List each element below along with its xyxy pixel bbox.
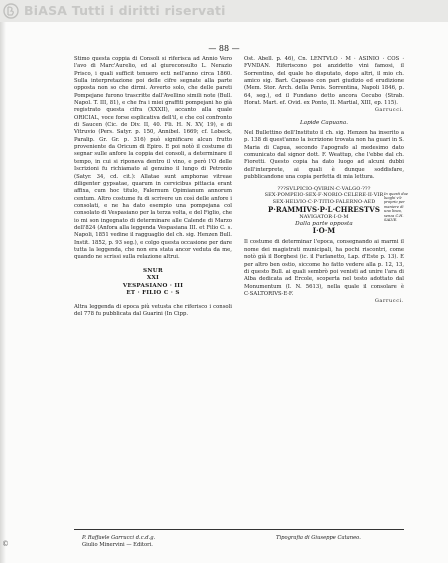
inscription-line: SEX·POMPEIO·SEX·F·NORIO·CELERE·II·VIR (264, 192, 384, 199)
biasa-logo-icon (3, 3, 19, 19)
footer-editor-line: Giulio Minervini — Editori. (82, 542, 153, 549)
right-paragraph-2: Nel Bullettino dell'Instituto il ch. sig. Henzen ha inserito a p. 138 di quest'anno la iscrizione trovata non ha guari in S. Maria di Capua, secondo l'apografo al medesimo dato comunicato dal signor dott. F. Weattup, che l'ebbe dal ch. Fioretti. Questo copia ha dato luogo ad alcuni dubbi dell'interprete, ai quali è dunque soddisfare, pubblicandone una copia perfetta di mia lettura. (244, 130, 404, 181)
left-paragraph-2: Altra leggenda di epoca più vetusta che riferisco i consoli del 778 fu pubblicata dal Guarini (In Cipp. (74, 303, 232, 317)
right-paragraph-1: Ost. Abell. p. 46), Cn. LENTVLO · M · ASINIO · COS · FVNDAN. Riferiscono poi anzidetto vini famosi, il Sorrentino, del quale ho disputato, dopo altri, il mio ch. amico sig. Bart. Capasso con pari giudizio ed erudizione (Mem. Stor. Arch. della Penis. Sorrentina, Napoli 1846, p. 64, seg.), ed il Fundano detto ancora Cecubo (Strab. Horat. Mart. ef. Ovid. ex Ponto, II. Martial, XIII, ep. 115). (244, 56, 404, 107)
right-paragraph-3: Il costume di determinar l'epoca, consegnando ai marmi il nome dei magistrati municipali, ha pochi riscontri, come notò già il Borghesi (ic. il Furlanetto, Lap. d'Este p. 13). E per altro ben ostio, siccome ho fatto vedere alla p. 12, 13, di questo Bull. ai quali sembrò poi venisti ad unire l'ara di Alba dedicata ad Ercole, scoperta nel testo adottato dal Monumentum (I. N. 5613), nella quale il consolare è C·SALTORIVS·E·F. (244, 239, 404, 297)
inscription-line: SNUR (143, 267, 163, 274)
copyright-mark: © (2, 540, 9, 548)
inscription-line: ET · FILIO C · S (126, 290, 180, 297)
footer-printer: Tipografia di Giuseppe Cataneo. (276, 535, 361, 541)
page-spine-shadow (0, 22, 6, 563)
watermark-text: BiASA Tutti i diritti riservati (24, 3, 226, 18)
footer-rule (74, 529, 404, 530)
inscription-line: NAVIGATOR·I·O·M (299, 213, 349, 220)
vespasian-inscription (74, 268, 232, 298)
footer-editors (82, 535, 155, 549)
signature: Garrucci. (374, 107, 404, 114)
left-paragraph-1: Stimo questa coppia di Consoli si riferisca ad Annio Vero l'avo di Marc'Aurelio, ed al giureconsulto L. Nerazio Prisco, i quali sufficit tenuero ecti nell'anno circa 1860. Sulla interpretazione poi delle cifre segnate alla parte opposta non so che dirmi. Avverto solo, che delle pareti Pompejane furono trascritte dall'Avellino simili note (Bull. Napol. T. III, 81), e che fra i miei graffiti pompejani ho già registrato questa cifra (XXXII), accanto alla quale ORICIAL, voce forse esplicativa dell'il, e che col confronto di Saucen (Cic. de Div. II, 40. Fli. H. N. XV, 19), e di Vitruvio (Pers. Satyr. p. 150, Annibel. 1669; cf. Lobeck, Paralip. Gr. Gr. p. 316) può significare alcun frutto proveniente da Oricum di Epiro. E poi notò il costume di segnar sulle anfore la coppia dei consoli, a determinare il tempo, in cui si riponeva dentro il vino, e però l'O delle Iscrizioni fu richiamato al genuino il lungo di Petronio (Satyr. 34, cd. cit.): Allatae sunt amphorae vitreae diligenter gypsatae, quarum in cervicibus pittacia erant affixa, cum hoc titulo, Falernum Opimianum annorum centum. Altro costume fu di scrivere un così delle anfore i consolati, e ne ha dato esempio una pompejana col consolato di Vespasiano per la terza volta, e del Figlio, che io mi son ingegnato di determinare alle Calende di Marzo dell'824 (Anfora alla leggenda Vespasiana III. et Filio C. s. Napoli, 1851 vedine il ragguaglio del ch. sig. Henzen Bull. Instit. 1852, p. 93 seg.), e colgo questa occasione per dare tutta la leggenda, che non era stata ancor veduta da me, quando ne scrissi sulla relazione altrui. (74, 56, 232, 261)
inscription-line: XXI (146, 275, 160, 282)
watermark-banner (0, 0, 448, 22)
page-number: — 88 — (208, 44, 240, 53)
inscription-line: ???SVLPICIO·QVIRIN·C·VALGO·??? (277, 185, 371, 192)
inscription-line: SEX·HELVIO·C·P·TITIO·FALERNO·AED (272, 199, 376, 206)
capuan-inscription (244, 185, 408, 236)
footer-editor-line: P. Raffaele Garrucci d.c.d.g. (82, 535, 156, 541)
section-heading: Lapide Capuana. (300, 119, 348, 126)
inscription-line: I·O·M (312, 226, 336, 236)
left-column (74, 56, 232, 318)
inscription-line: P·RAMMIVS·P·L·CHRESTVS (268, 204, 380, 214)
inscription-caption: Dalla parte opposta (295, 220, 353, 227)
inscription-line: VESPASIANO · III (122, 282, 184, 289)
inscription-side-note: In questi due luoghi v'è proprio per maniere di una linea, senza C.H. SALVE. (384, 191, 408, 222)
right-column (244, 56, 408, 306)
signature: Garrucci. (374, 298, 404, 305)
